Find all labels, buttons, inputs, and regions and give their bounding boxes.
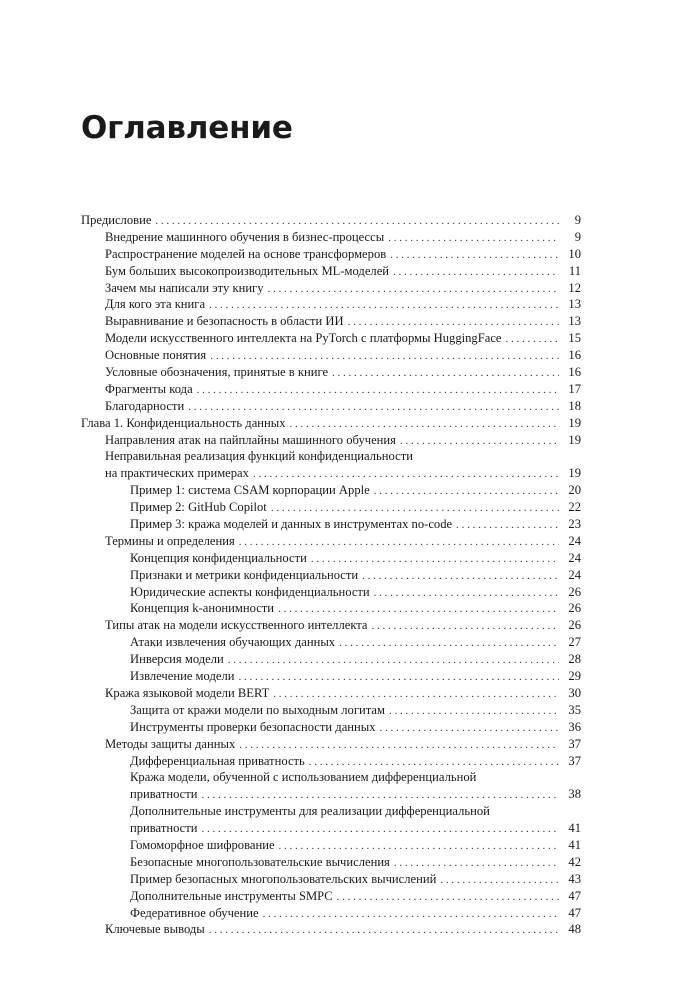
toc-entry-page: 19 xyxy=(568,415,581,430)
toc-leader-dots xyxy=(239,534,559,551)
toc-entry[interactable] xyxy=(81,398,581,415)
toc-leader-dots xyxy=(348,314,559,331)
toc-entry-page: 17 xyxy=(568,381,581,396)
toc-entry-title: Выравнивание и безопасность в области ИИ xyxy=(105,314,344,329)
toc-leader-dots xyxy=(239,737,559,754)
toc-entry-page: 41 xyxy=(568,837,581,852)
toc-entry-title: Условные обозначения, принятые в книге xyxy=(105,365,329,380)
toc-entry-page: 47 xyxy=(568,905,581,920)
toc-entry-title: Направления атак на пайплайны машинного обучения xyxy=(105,432,396,447)
toc-leader-dots xyxy=(197,382,559,399)
toc-entry[interactable] xyxy=(81,465,581,482)
toc-leader-dots xyxy=(279,838,559,855)
toc-leader-dots xyxy=(273,686,559,703)
toc-entry-title: Зачем мы написали эту книгу xyxy=(105,280,264,295)
toc-leader-dots xyxy=(362,568,559,585)
page-title: Оглавление xyxy=(81,110,293,146)
toc-entry-page: 15 xyxy=(568,331,581,346)
toc-leader-dots xyxy=(228,652,559,669)
toc-leader-dots xyxy=(309,754,559,771)
toc-entry-title: на практических примерах xyxy=(105,466,249,481)
toc-leader-dots xyxy=(332,365,559,382)
toc-entry-page: 19 xyxy=(568,432,581,447)
toc-entry[interactable] xyxy=(81,533,581,550)
toc-entry-page: 37 xyxy=(568,753,581,768)
toc-entry-page: 38 xyxy=(568,787,581,802)
toc-leader-dots xyxy=(271,500,559,517)
toc-entry[interactable] xyxy=(81,719,581,736)
toc-leader-dots xyxy=(337,889,559,906)
toc-entry-page: 37 xyxy=(568,736,581,751)
toc-leader-dots xyxy=(440,872,559,889)
toc-leader-dots xyxy=(506,331,560,348)
toc-entry[interactable] xyxy=(81,280,581,297)
toc-entry[interactable] xyxy=(81,415,581,432)
toc-entry[interactable] xyxy=(81,854,581,871)
toc-entry[interactable] xyxy=(81,753,581,770)
toc-entry-page: 13 xyxy=(568,314,581,329)
toc-entry-title: Гомоморфное шифрование xyxy=(130,837,275,852)
toc-entry-page: 28 xyxy=(568,652,581,667)
toc-entry-title: Кража языковой модели BERT xyxy=(105,685,270,700)
toc-entry[interactable] xyxy=(81,381,581,398)
toc-entry-page: 20 xyxy=(568,483,581,498)
toc-entry[interactable] xyxy=(81,803,581,820)
toc-entry[interactable] xyxy=(81,330,581,347)
toc-leader-dots xyxy=(374,483,559,500)
toc-entry-title: Защита от кражи модели по выходным логитам xyxy=(130,702,385,717)
toc-entry-title: Атаки извлечения обучающих данных xyxy=(130,635,336,650)
toc-entry-page: 29 xyxy=(568,669,581,684)
toc-entry-page: 26 xyxy=(568,584,581,599)
toc-entry-page: 24 xyxy=(568,550,581,565)
toc-entry[interactable] xyxy=(81,888,581,905)
toc-entry-title: Инверсия модели xyxy=(130,652,224,667)
toc-leader-dots xyxy=(390,247,559,264)
toc-entry[interactable] xyxy=(81,432,581,449)
toc-entry[interactable] xyxy=(81,702,581,719)
toc-entry-title: Пример безопасных многопользовательских вычислений xyxy=(130,871,437,886)
toc-entry[interactable] xyxy=(81,837,581,854)
toc-entry[interactable] xyxy=(81,347,581,364)
toc-leader-dots xyxy=(388,230,559,247)
toc-entry-title: Концепция конфиденциальности xyxy=(130,550,307,565)
toc-entry[interactable] xyxy=(81,499,581,516)
toc-entry-page: 13 xyxy=(568,297,581,312)
toc-entry[interactable] xyxy=(81,668,581,685)
toc-entry-page: 23 xyxy=(568,517,581,532)
toc-entry-title: Бум больших высокопроизводительных ML-моделей xyxy=(105,263,390,278)
toc-entry[interactable] xyxy=(81,651,581,668)
toc-entry-page: 12 xyxy=(568,280,581,295)
toc-leader-dots xyxy=(202,821,559,838)
toc-leader-dots xyxy=(278,601,559,618)
toc-entry[interactable] xyxy=(81,905,581,922)
toc-entry-title: Ключевые выводы xyxy=(105,922,205,937)
toc-entry-title: Признаки и метрики конфиденциальности xyxy=(130,567,359,582)
toc-entry-page: 35 xyxy=(568,702,581,717)
toc-entry-title: Пример 3: кража моделей и данных в инструментах no-code xyxy=(130,517,453,532)
toc-leader-dots xyxy=(188,399,559,416)
toc-entry-page: 43 xyxy=(568,871,581,886)
toc-entry[interactable] xyxy=(81,550,581,567)
toc-entry[interactable] xyxy=(81,769,581,786)
toc-entry-title: Распространение моделей на основе трансформеров xyxy=(105,246,387,261)
toc-entry[interactable] xyxy=(81,364,581,381)
toc-leader-dots xyxy=(253,466,559,483)
toc-entry-page: 16 xyxy=(568,348,581,363)
toc-entry-title: Дополнительные инструменты SMPC xyxy=(130,888,333,903)
toc-entry-page: 18 xyxy=(568,398,581,413)
toc-entry[interactable] xyxy=(81,263,581,280)
toc-entry-title: Основные понятия xyxy=(105,348,207,363)
toc-leader-dots xyxy=(155,213,559,230)
toc-entry-title: Дополнительные инструменты для реализации дифференциальной xyxy=(130,804,490,819)
toc-entry-page: 16 xyxy=(568,365,581,380)
toc-leader-dots xyxy=(263,906,559,923)
toc-entry-title: Фрагменты кода xyxy=(105,381,193,396)
toc-entry[interactable] xyxy=(81,786,581,803)
toc-entry-page: 19 xyxy=(568,466,581,481)
toc-entry-title: Термины и определения xyxy=(105,533,235,548)
toc-entry-page: 30 xyxy=(568,685,581,700)
toc-entry-page: 22 xyxy=(568,500,581,515)
toc-entry-title: Внедрение машинного обучения в бизнес-процессы xyxy=(105,229,385,244)
toc-entry-page: 26 xyxy=(568,601,581,616)
toc-entry-title: Предисловие xyxy=(81,213,152,227)
toc-leader-dots xyxy=(374,585,559,602)
toc-entry-title: Методы защиты данных xyxy=(105,736,236,751)
toc-entry-page: 24 xyxy=(568,533,581,548)
toc-entry[interactable] xyxy=(81,313,581,330)
toc-entry[interactable] xyxy=(81,617,581,634)
toc-entry-page: 24 xyxy=(568,567,581,582)
toc-entry-page: 11 xyxy=(568,263,581,278)
toc-entry[interactable] xyxy=(81,229,581,246)
toc-leader-dots xyxy=(209,297,559,314)
toc-entry[interactable] xyxy=(81,482,581,499)
toc-leader-dots xyxy=(393,264,559,281)
toc-entry[interactable] xyxy=(81,921,581,938)
toc-entry[interactable] xyxy=(81,736,581,753)
toc-entry[interactable] xyxy=(81,584,581,601)
toc-entry-title: Извлечение модели xyxy=(130,669,235,684)
toc-leader-dots xyxy=(389,703,559,720)
toc-entry[interactable] xyxy=(81,246,581,263)
toc-entry-title: Модели искусственного интеллекта на PyTorch с платформы HuggingFace xyxy=(105,331,502,346)
toc-entry[interactable] xyxy=(81,212,581,229)
toc-entry-title: Дифференциальная приватность xyxy=(130,753,305,768)
toc-leader-dots xyxy=(456,517,559,534)
toc-entry-title: Типы атак на модели искусственного интеллекта xyxy=(105,618,368,633)
toc-entry-title: Глава 1. Конфиденциальность данных xyxy=(81,415,286,430)
toc-entry-page: 36 xyxy=(568,719,581,734)
toc-leader-dots xyxy=(209,922,559,939)
toc-leader-dots xyxy=(268,281,559,298)
toc-leader-dots xyxy=(202,787,559,804)
toc-entry-page: 47 xyxy=(568,888,581,903)
toc-entry-title: Безопасные многопользовательские вычисления xyxy=(130,854,390,869)
toc-entry-page: 9 xyxy=(574,229,581,244)
toc-entry-page: 26 xyxy=(568,618,581,633)
toc-entry[interactable] xyxy=(81,685,581,702)
toc-entry-title: Для кого эта книга xyxy=(105,297,206,312)
toc-entry-page: 42 xyxy=(568,854,581,869)
toc-leader-dots xyxy=(238,669,559,686)
toc-entry-title: Концепция k-анонимности xyxy=(130,601,275,616)
toc-entry[interactable] xyxy=(81,448,581,465)
toc-entry-title: Инструменты проверки безопасности данных xyxy=(130,719,376,734)
toc-leader-dots xyxy=(311,551,559,568)
toc-entry-page: 27 xyxy=(568,635,581,650)
toc-entry[interactable] xyxy=(81,516,581,533)
toc-entry[interactable] xyxy=(81,871,581,888)
toc-entry[interactable] xyxy=(81,634,581,651)
toc-leader-dots xyxy=(394,855,559,872)
toc-leader-dots xyxy=(400,433,559,450)
toc-entry-title: Неправильная реализация функций конфиденциальности xyxy=(105,449,413,464)
toc-entry-title: приватности xyxy=(130,787,198,802)
toc-entry-title: приватности xyxy=(130,821,198,836)
toc-entry-page: 9 xyxy=(574,213,581,227)
toc-entry-title: Федеративное обучение xyxy=(130,905,259,920)
toc-entry-title: Пример 2: GitHub Copilot xyxy=(130,500,267,515)
toc-entry-page: 48 xyxy=(568,922,581,937)
toc-leader-dots xyxy=(290,416,559,433)
toc-leader-dots xyxy=(372,618,559,635)
toc-entry-title: Пример 1: система CSAM корпорации Apple xyxy=(130,483,370,498)
table-of-contents xyxy=(81,212,581,938)
toc-entry-title: Благодарности xyxy=(105,398,185,413)
toc-entry-title: Юридические аспекты конфиденциальности xyxy=(130,584,370,599)
toc-entry-page: 10 xyxy=(568,246,581,261)
toc-leader-dots xyxy=(380,720,559,737)
toc-entry[interactable] xyxy=(81,296,581,313)
toc-entry[interactable] xyxy=(81,600,581,617)
toc-entry-title: Кража модели, обученной с использованием дифференциальной xyxy=(130,770,477,785)
toc-leader-dots xyxy=(210,348,559,365)
toc-entry[interactable] xyxy=(81,567,581,584)
toc-entry[interactable] xyxy=(81,820,581,837)
toc-leader-dots xyxy=(339,635,559,652)
toc-entry-page: 41 xyxy=(568,821,581,836)
